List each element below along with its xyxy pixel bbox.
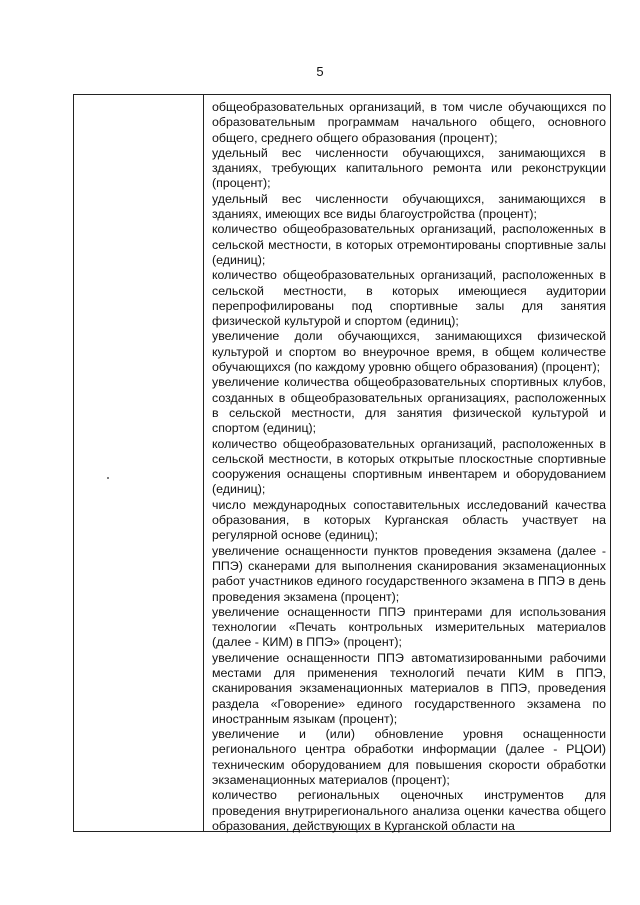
page-number: 5 <box>316 64 324 79</box>
indicator-item: увеличение оснащенности пунктов проведения экзамена (далее - ППЭ) сканерами для выполнения сканирования экзаменационных работ участников единого государственного экзамена в ППЭ в день проведения экзамена (процент); <box>212 543 606 604</box>
table-right-column <box>205 95 610 834</box>
indicator-item: количество общеобразовательных организаций, расположенных в сельской местности, в которых отремонтированы спортивные залы (единиц); <box>212 222 606 267</box>
indicator-item: удельный вес численности обучающихся, занимающихся в зданиях, имеющих все виды благоустройства (процент); <box>212 191 606 222</box>
table-left-column <box>74 95 204 831</box>
document-table <box>73 94 611 832</box>
indicator-item: общеобразовательных организаций, в том числе обучающихся по образовательным программам начального общего, основного общего, среднего общего образования (процент); <box>212 100 606 145</box>
stray-mark <box>107 477 109 479</box>
indicator-item: количество общеобразовательных организаций, расположенных в сельской местности, в которых имеющиеся аудитории перепрофилированы под спортивные залы для занятия физической культурой и спортом (единиц); <box>212 268 606 329</box>
indicator-item: увеличение количества общеобразовательных спортивных клубов, созданных в общеобразовательных организациях, расположенных в сельской местности, для занятия физической культурой и спортом (единиц); <box>212 375 606 436</box>
indicator-item: увеличение и (или) обновление уровня оснащенности регионального центра обработки информации (далее - РЦОИ) техническим оборудованием для повышения скорости обработки экзаменационных материалов (процент); <box>212 727 606 788</box>
indicator-item: удельный вес численности обучающихся, занимающихся в зданиях, требующих капитального ремонта или реконструкции (процент); <box>212 145 606 191</box>
indicator-item: увеличение оснащенности ППЭ автоматизированными рабочими местами для применения технологий печати КИМ в ППЭ, сканирования экзаменационных материалов в ППЭ, проведения раздела «Говорение» единого государственного экзамена по иностранным языкам (процент); <box>212 650 606 726</box>
indicator-item: число международных сопоставительных исследований качества образования, в которых Курганская область участвует на регулярной основе (единиц); <box>212 497 606 543</box>
indicator-item: увеличение доли обучающихся, занимающихся физической культурой и спортом во внеурочное время, в общем количестве обучающихся (по каждому уровню общего образования) (процент); <box>212 329 606 375</box>
indicator-item: количество общеобразовательных организаций, расположенных в сельской местности, в которых открытые плоскостные спортивные сооружения оснащены спортивным инвентарем и оборудованием (единиц); <box>212 436 606 497</box>
indicator-item: увеличение оснащенности ППЭ принтерами для использования технологии «Печать контрольных измерительных материалов (далее - КИМ) в ППЭ» (процент); <box>212 604 606 650</box>
indicator-item: количество региональных оценочных инструментов для проведения внутрирегионального анализа оценки качества общего образования, действующих в Курганской области на <box>212 788 606 833</box>
